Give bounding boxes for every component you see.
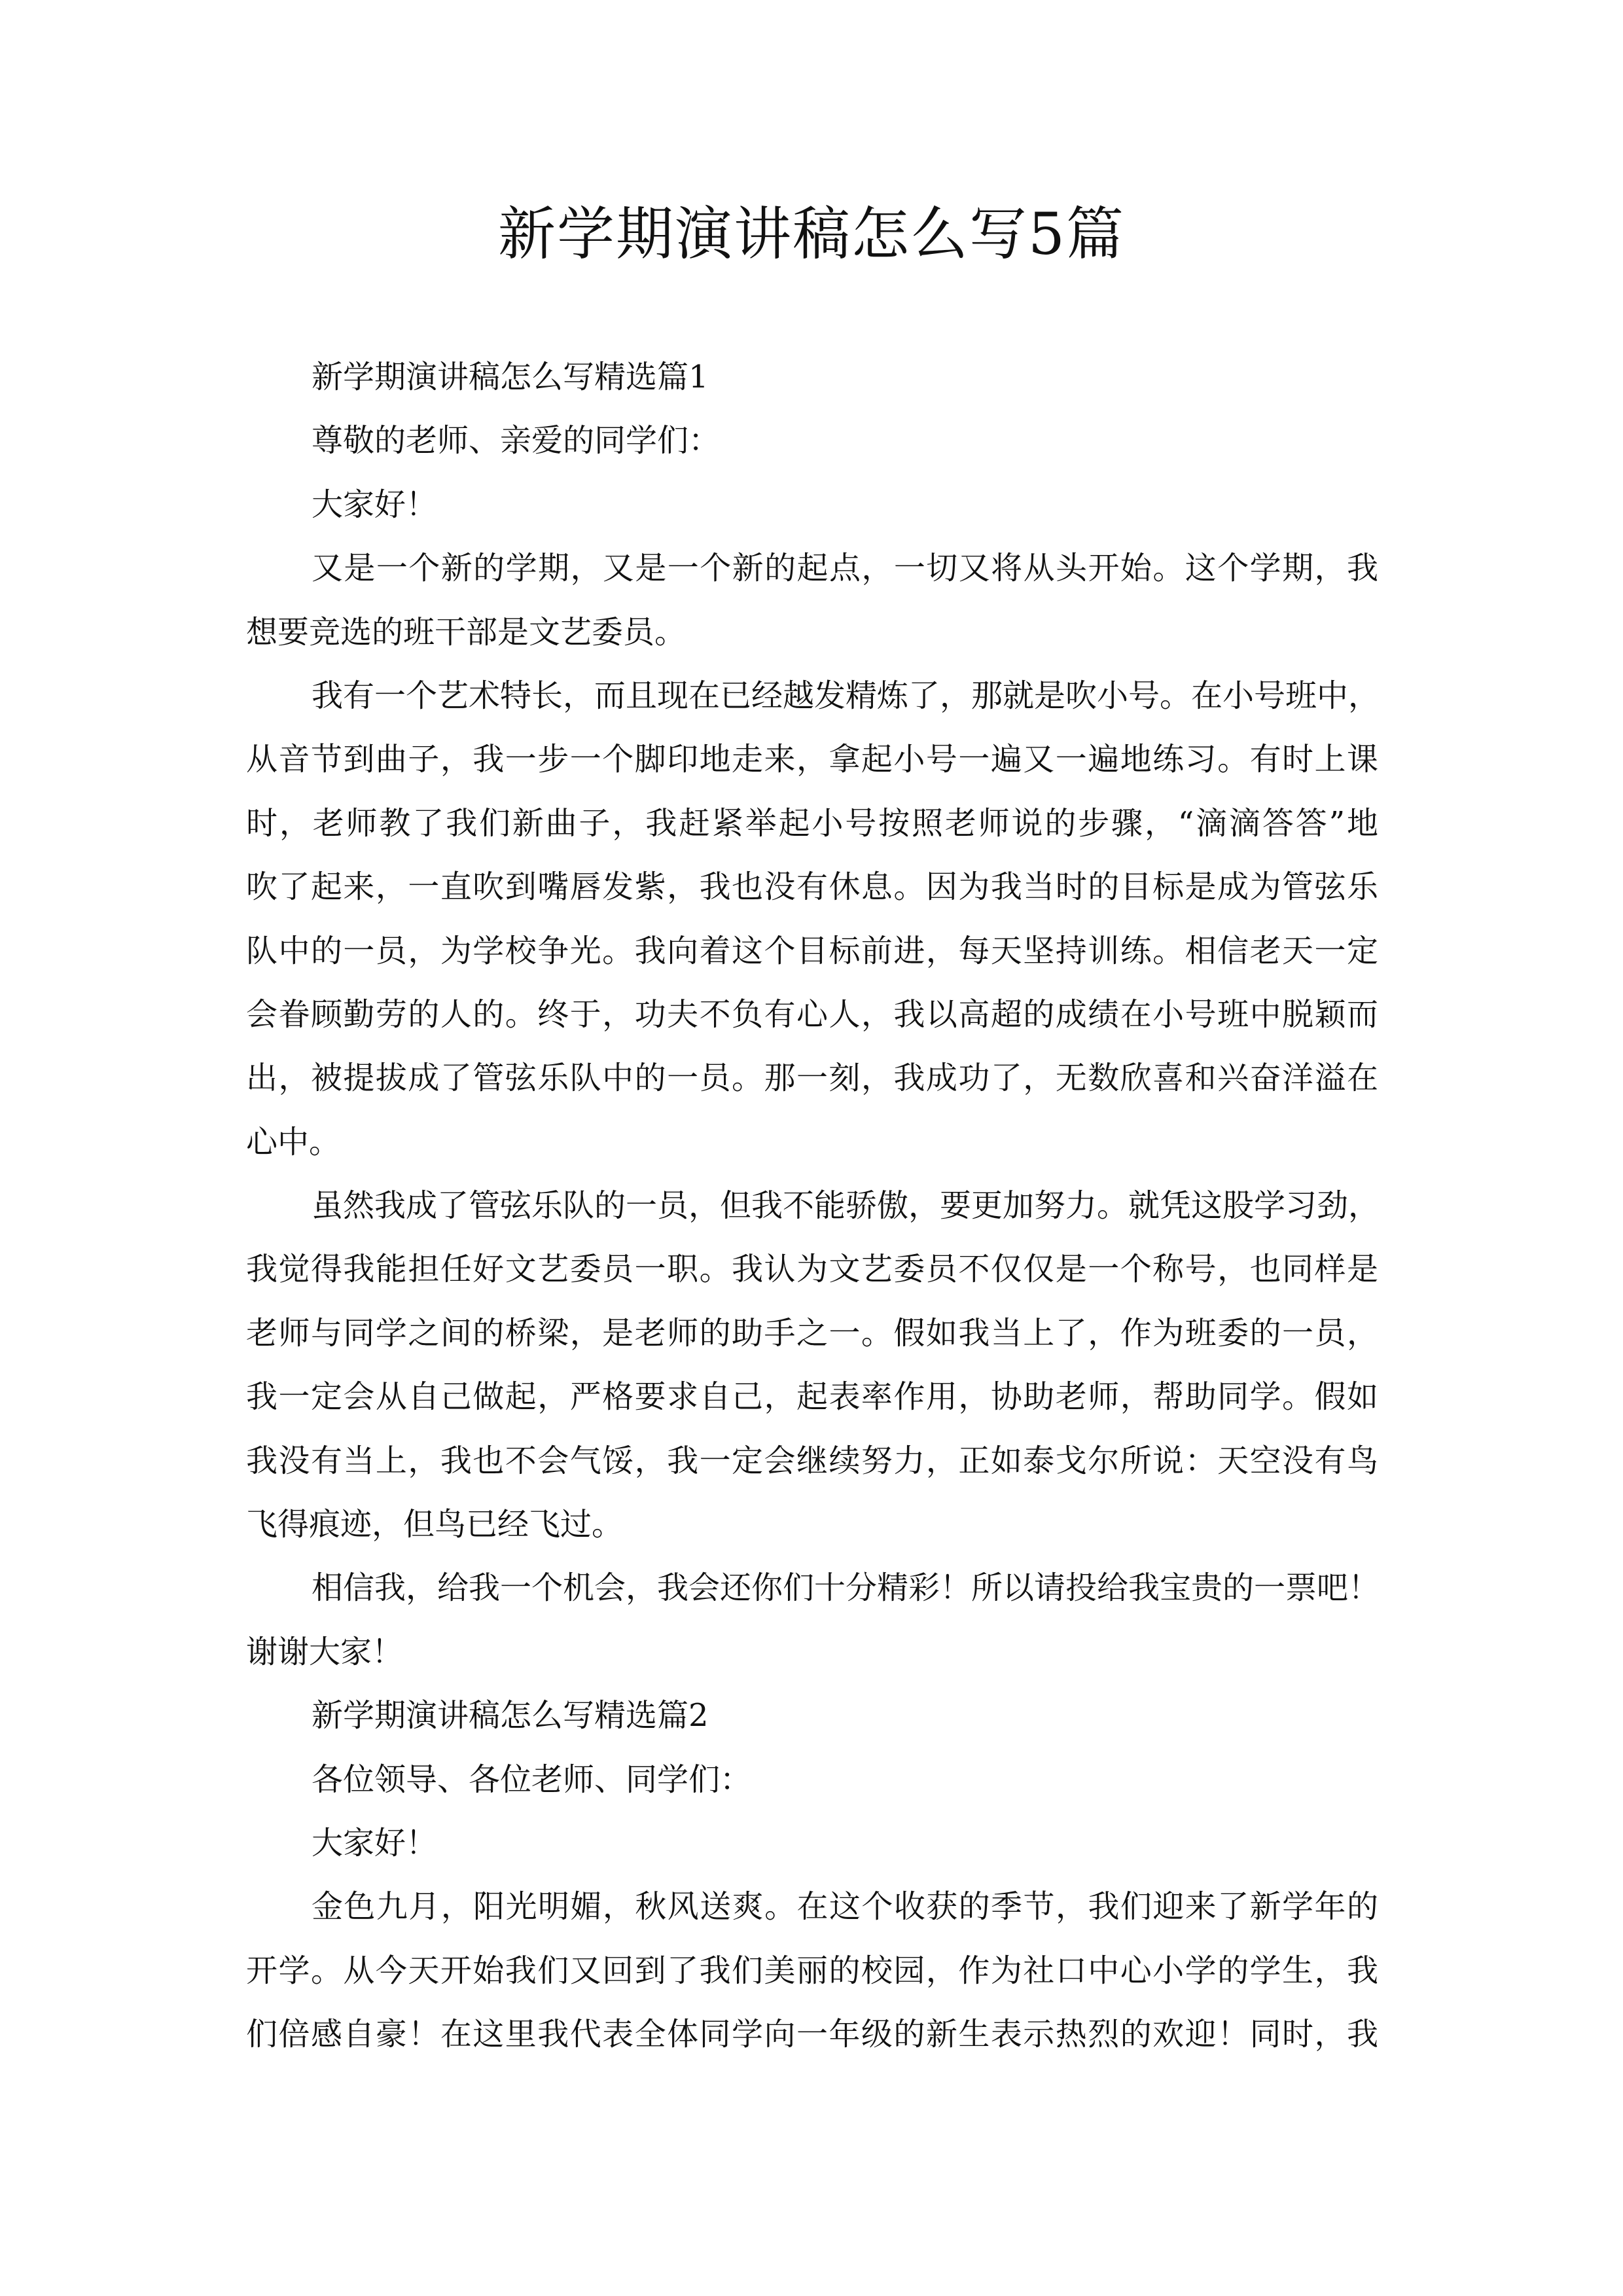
text-line: 队中的一员，为学校争光。我向着这个目标前进，每天坚持训练。相信老天一定	[246, 932, 1378, 969]
paragraph	[246, 409, 1378, 473]
text-line: 虽然我成了管弦乐队的一员，但我不能骄傲，要更加努力。就凭这股学习劲，	[312, 1187, 1380, 1225]
paragraph	[246, 346, 1378, 409]
text-line: 想要竞选的班干部是文艺委员。	[246, 613, 687, 651]
text-line: 谢谢大家！	[246, 1633, 404, 1670]
text-line: 相信我，给我一个机会，我会还你们十分精彩！所以请投给我宝贵的一票吧！	[312, 1570, 1380, 1607]
text-line: 心中。	[246, 1123, 341, 1160]
paragraph	[246, 1748, 1378, 1812]
text-line: 我一定会从自己做起，严格要求自己，起表率作用，协助老师，帮助同学。假如	[246, 1378, 1378, 1416]
paragraph	[246, 537, 1378, 664]
text-line: 老师与同学之间的桥梁，是老师的助手之一。假如我当上了，作为班委的一员，	[246, 1314, 1378, 1352]
text-line: 出，被提拔成了管弦乐队中的一员。那一刻，我成功了，无数欣喜和兴奋洋溢在	[246, 1060, 1378, 1097]
paragraph	[246, 664, 1378, 1174]
paragraph	[246, 1812, 1378, 1875]
paragraph	[246, 1556, 1378, 1684]
text-line: 新学期演讲稿怎么写精选篇2	[312, 1697, 709, 1734]
text-line: 们倍感自豪！在这里我代表全体同学向一年级的新生表示热烈的欢迎！同时，我	[246, 2016, 1378, 2053]
text-line: 飞得痕迹，但鸟已经飞过。	[246, 1506, 624, 1543]
text-line: 各位领导、各位老师、同学们：	[312, 1761, 752, 1798]
document-title: 新学期演讲稿怎么写5篇	[498, 200, 1125, 268]
text-line: 金色九月，阳光明媚，秋风送爽。在这个收获的季节，我们迎来了新学年的	[312, 1888, 1378, 1926]
text-line: 我有一个艺术特长，而且现在已经越发精炼了，那就是吹小号。在小号班中，	[312, 677, 1380, 714]
paragraph	[246, 473, 1378, 537]
paragraph	[246, 1875, 1378, 2066]
text-line: 时，老师教了我们新曲子，我赶紧举起小号按照老师说的步骤，“滴滴答答”地	[246, 804, 1378, 842]
text-line: 吹了起来，一直吹到嘴唇发紫，我也没有休息。因为我当时的目标是成为管弦乐	[246, 869, 1378, 906]
text-line: 会眷顾勤劳的人的。终于，功夫不负有心人，我以高超的成绩在小号班中脱颖而	[246, 996, 1378, 1033]
text-line: 尊敬的老师、亲爱的同学们：	[312, 422, 721, 459]
text-line: 从音节到曲子，我一步一个脚印地走来，拿起小号一遍又一遍地练习。有时上课	[246, 741, 1378, 778]
text-line: 大家好！	[312, 1824, 438, 1861]
text-line: 新学期演讲稿怎么写精选篇1	[312, 359, 709, 395]
text-line: 我没有当上，我也不会气馁，我一定会继续努力，正如泰戈尔所说：天空没有鸟	[246, 1442, 1378, 1479]
text-line: 开学。从今天开始我们又回到了我们美丽的校园，作为社口中心小学的学生，我	[246, 1952, 1378, 1989]
document-body	[246, 346, 1378, 2067]
paragraph	[246, 1174, 1378, 1556]
paragraph	[246, 1684, 1378, 1748]
text-line: 大家好！	[312, 486, 438, 523]
text-line: 又是一个新的学期，又是一个新的起点，一切又将从头开始。这个学期，我	[312, 550, 1378, 587]
text-line: 我觉得我能担任好文艺委员一职。我认为文艺委员不仅仅是一个称号，也同样是	[246, 1251, 1378, 1288]
